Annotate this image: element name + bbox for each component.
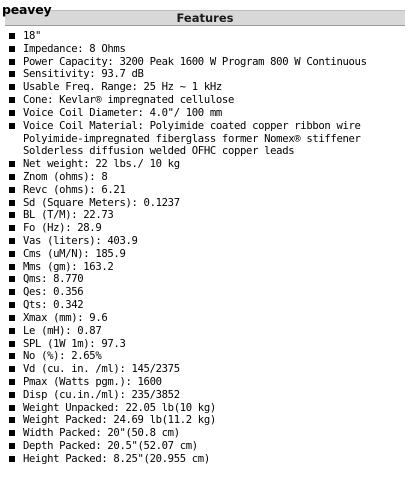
square-bullet-icon xyxy=(9,200,15,206)
spec-item xyxy=(0,389,408,402)
spec-text: Qts: 0.342 xyxy=(23,299,84,312)
square-bullet-icon xyxy=(9,174,15,180)
spec-text: Solderless diffusion welded OFHC copper leads xyxy=(23,145,295,158)
spec-item xyxy=(0,402,408,415)
spec-item xyxy=(0,171,408,184)
spec-text: Voice Coil Diameter: 4.0"/ 100 mm xyxy=(23,106,222,119)
spec-text: Qms: 8.770 xyxy=(23,273,84,286)
square-bullet-icon xyxy=(9,302,15,308)
spec-item xyxy=(0,43,408,56)
spec-text: Weight Unpacked: 22.05 lb(10 kg) xyxy=(23,401,216,414)
spec-item xyxy=(0,248,408,261)
spec-item-continuation xyxy=(0,145,408,158)
spec-item xyxy=(0,107,408,120)
spec-text: Vd (cu. in. /ml): 145/2375 xyxy=(23,363,180,376)
square-bullet-icon xyxy=(9,161,15,167)
spec-item xyxy=(0,414,408,427)
spec-item xyxy=(0,68,408,81)
spec-text: Pmax (Watts pgm.): 1600 xyxy=(23,375,162,388)
spec-text: Width Packed: 20"(50.8 cm) xyxy=(23,427,180,440)
spec-text: SPL (1W 1m): 97.3 xyxy=(23,337,126,350)
spec-item xyxy=(0,286,408,299)
spec-text: Cone: Kevlar® impregnated cellulose xyxy=(23,94,234,107)
square-bullet-icon xyxy=(9,379,15,385)
spec-text: Mms (gm): 163.2 xyxy=(23,260,114,273)
square-bullet-icon xyxy=(9,353,15,359)
spec-text: Disp (cu.in./ml): 235/3852 xyxy=(23,388,180,401)
spec-item xyxy=(0,440,408,453)
spec-item xyxy=(0,376,408,389)
square-bullet-icon xyxy=(9,264,15,270)
square-bullet-icon xyxy=(9,251,15,257)
spec-text: Le (mH): 0.87 xyxy=(23,324,102,337)
spec-text: Znom (ohms): 8 xyxy=(23,170,108,183)
square-bullet-icon xyxy=(9,405,15,411)
spec-text: Fo (Hz): 28.9 xyxy=(23,222,102,235)
spec-list xyxy=(0,30,408,466)
spec-item xyxy=(0,299,408,312)
spec-text: Revc (ohms): 6.21 xyxy=(23,183,126,196)
spec-item xyxy=(0,325,408,338)
square-bullet-icon xyxy=(9,71,15,77)
spec-text: Sensitivity: 93.7 dB xyxy=(23,68,144,81)
square-bullet-icon xyxy=(9,443,15,449)
square-bullet-icon xyxy=(9,110,15,116)
spec-text: Height Packed: 8.25"(20.955 cm) xyxy=(23,452,210,465)
spec-text: Impedance: 8 Ohms xyxy=(23,42,126,55)
features-title: Features xyxy=(176,11,234,25)
spec-item xyxy=(0,427,408,440)
spec-item xyxy=(0,312,408,325)
spec-text: Qes: 0.356 xyxy=(23,286,84,299)
square-bullet-icon xyxy=(9,366,15,372)
spec-item xyxy=(0,30,408,43)
spec-text: Vas (liters): 403.9 xyxy=(23,235,138,247)
spec-text: No (%): 2.65% xyxy=(23,350,102,363)
spec-item xyxy=(0,273,408,286)
spec-text: Net weight: 22 lbs./ 10 kg xyxy=(23,158,180,171)
square-bullet-icon xyxy=(9,417,15,423)
spec-text: Cms (uM/N): 185.9 xyxy=(23,247,126,260)
spec-text: Sd (Square Meters): 0.1237 xyxy=(23,196,180,209)
spec-item xyxy=(0,261,408,274)
spec-text: Depth Packed: 20.5"(52.07 cm) xyxy=(23,440,198,452)
square-bullet-icon xyxy=(9,430,15,436)
spec-item xyxy=(0,209,408,222)
square-bullet-icon xyxy=(9,392,15,398)
spec-item xyxy=(0,453,408,466)
square-bullet-icon xyxy=(9,84,15,90)
square-bullet-icon xyxy=(9,97,15,103)
spec-item xyxy=(0,350,408,363)
spec-item xyxy=(0,184,408,197)
square-bullet-icon xyxy=(9,33,15,39)
spec-text: Power Capacity: 3200 Peak 1600 W Program 800 W Continuous xyxy=(23,55,367,68)
square-bullet-icon xyxy=(9,238,15,244)
spec-item xyxy=(0,222,408,235)
square-bullet-icon xyxy=(9,187,15,193)
spec-text: Weight Packed: 24.69 lb(11.2 kg) xyxy=(23,414,216,427)
square-bullet-icon xyxy=(9,46,15,52)
spec-item xyxy=(0,81,408,94)
square-bullet-icon xyxy=(9,212,15,218)
square-bullet-icon xyxy=(9,225,15,231)
square-bullet-icon xyxy=(9,456,15,462)
spec-text: Polyimide-impregnated fiberglass former Nomex® stiffener xyxy=(23,132,361,145)
spec-item-continuation xyxy=(0,133,408,146)
square-bullet-icon xyxy=(9,59,15,65)
spec-item xyxy=(0,158,408,171)
spec-text: Xmax (mm): 9.6 xyxy=(23,311,108,324)
square-bullet-icon xyxy=(9,276,15,282)
spec-text: BL (T/M): 22.73 xyxy=(23,209,114,222)
spec-item xyxy=(0,235,408,248)
brand-logo-text: peavey xyxy=(2,2,52,17)
spec-item xyxy=(0,120,408,133)
spec-item xyxy=(0,363,408,376)
spec-item xyxy=(0,338,408,351)
square-bullet-icon xyxy=(9,289,15,295)
features-header-bar xyxy=(5,10,405,26)
spec-text: Usable Freq. Range: 25 Hz ~ 1 kHz xyxy=(23,81,222,94)
spec-text: 18" xyxy=(23,30,42,42)
square-bullet-icon xyxy=(9,123,15,129)
square-bullet-icon xyxy=(9,328,15,334)
spec-text: Voice Coil Material: Polyimide coated copper ribbon wire xyxy=(23,119,361,132)
spec-item xyxy=(0,197,408,210)
spec-item xyxy=(0,56,408,69)
square-bullet-icon xyxy=(9,315,15,321)
square-bullet-icon xyxy=(9,341,15,347)
spec-item xyxy=(0,94,408,107)
